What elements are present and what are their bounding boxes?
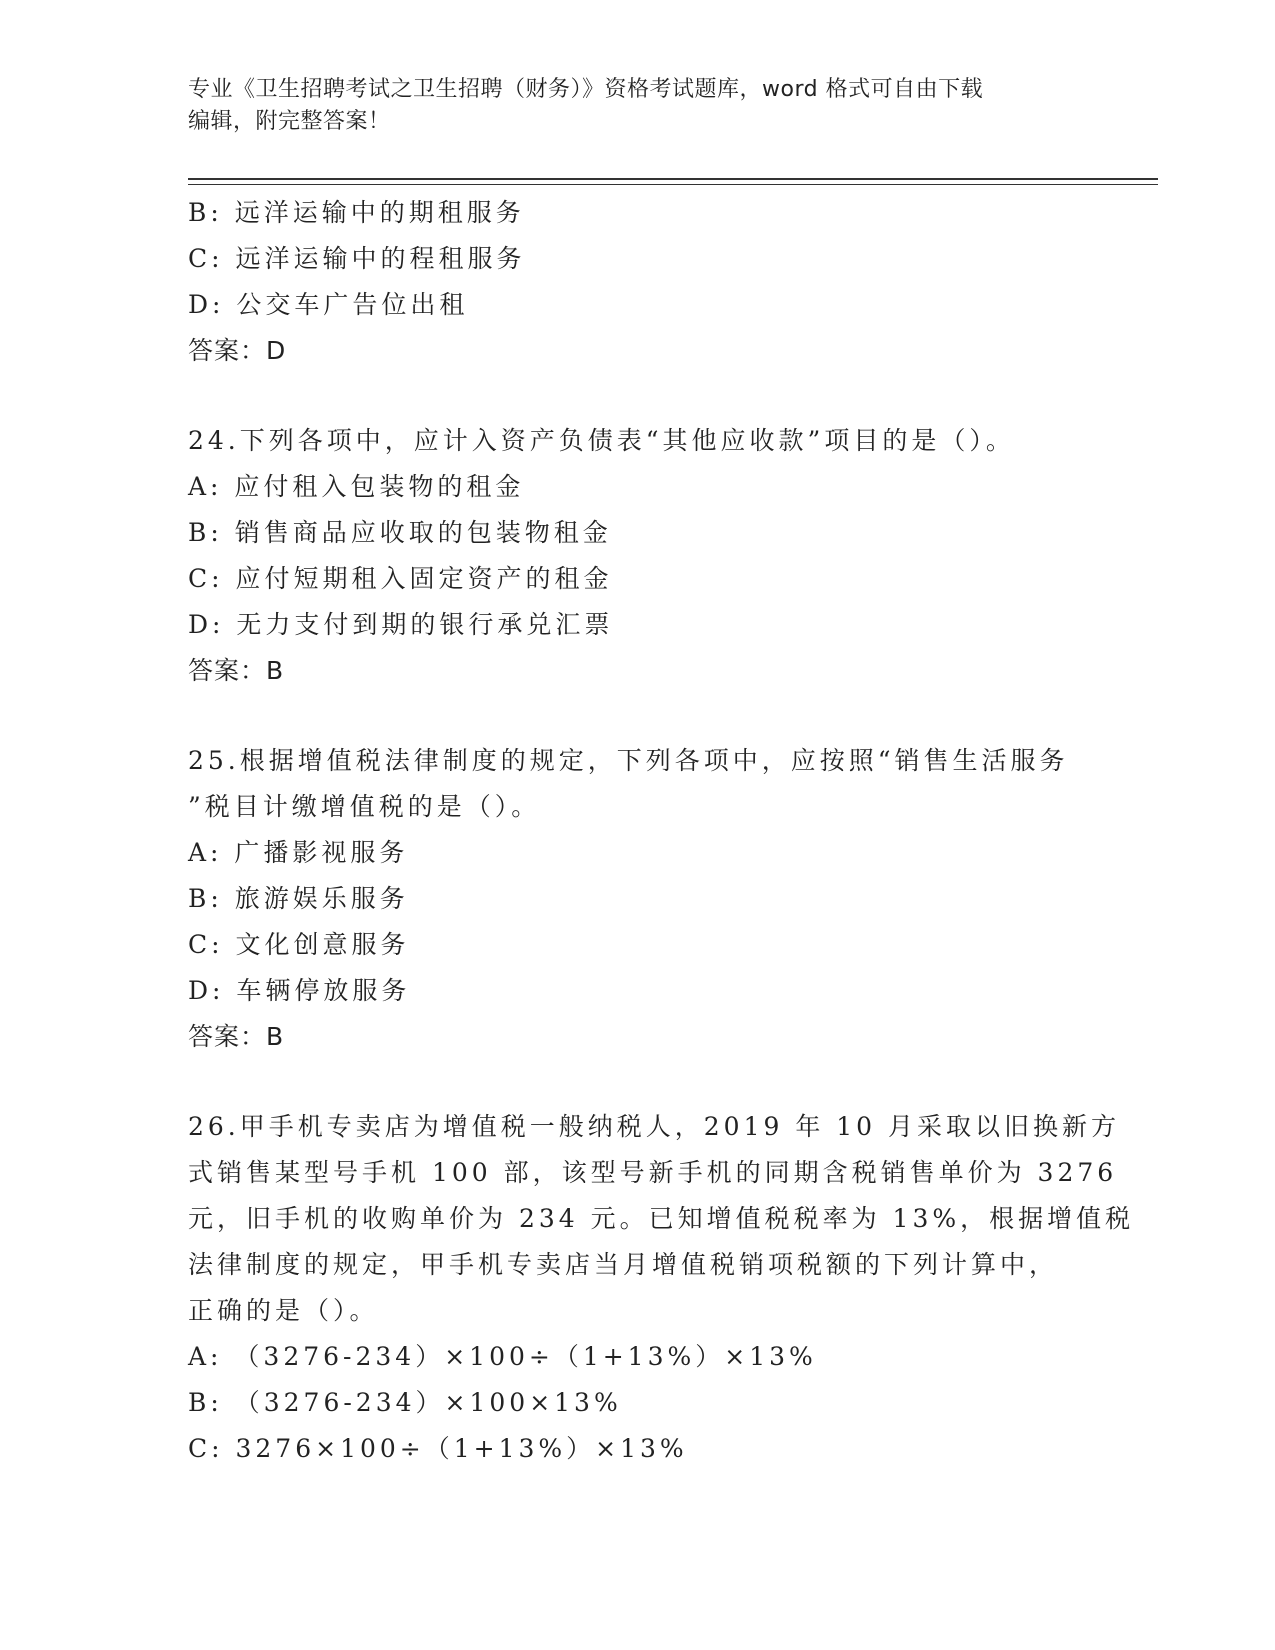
q23-option-d: D: 公交车广告位出租 [188,290,469,319]
q24-option-c: C: 应付短期租入固定资产的租金 [188,564,613,593]
q26-stem-line-5: 正确的是（）。 [188,1296,379,1325]
q26-stem-line-4: 法律制度的规定，甲手机专卖店当月增值税销项税额的下列计算中， [188,1250,1059,1279]
header-line-2: 编辑，附完整答案！ [188,109,391,134]
q25-answer: 答案：B [188,1022,285,1051]
q24-stem: 24.下列各项中，应计入资产负债表“其他应收款”项目的是（）。 [188,426,1015,455]
q23-option-b: B: 远洋运输中的期租服务 [188,198,525,227]
q25-stem-line-1: 25.根据增值税法律制度的规定，下列各项中，应按照“销售生活服务 [188,746,1069,775]
q25-option-d: D: 车辆停放服务 [188,976,411,1005]
header-divider-thin [188,184,1158,185]
q25-option-a: A: 广播影视服务 [188,838,409,867]
header-line-1: 专业《卫生招聘考试之卫生招聘（财务）》资格考试题库，word 格式可自由下载 [188,77,984,102]
q25-stem-line-2: ”税目计缴增值税的是（）。 [188,792,541,821]
question-24 [188,418,1088,694]
spacer [188,374,1088,418]
q23-answer: 答案：D [188,336,287,365]
q26-option-a: A: （3276-234）×100÷（1+13%）×13% [188,1342,817,1371]
spacer [188,694,1088,738]
q26-option-b: B: （3276-234）×100×13% [188,1388,622,1417]
header-divider-thick [188,178,1158,180]
q23-option-c: C: 远洋运输中的程租服务 [188,244,526,273]
question-list [188,190,1135,1472]
question-23-tail [188,190,1088,374]
q24-answer: 答案：B [188,656,285,685]
q24-option-a: A: 应付租入包装物的租金 [188,472,525,501]
q25-option-b: B: 旅游娱乐服务 [188,884,409,913]
q26-stem-line-2: 式销售某型号手机 100 部，该型号新手机的同期含税销售单价为 3276 [188,1158,1118,1187]
q24-option-d: D: 无力支付到期的银行承兑汇票 [188,610,614,639]
q26-stem-line-1: 26.甲手机专卖店为增值税一般纳税人，2019 年 10 月采取以旧换新方 [188,1112,1121,1141]
document-header [188,74,1068,138]
spacer [188,1060,1088,1104]
question-26 [188,1104,1135,1472]
q25-option-c: C: 文化创意服务 [188,930,410,959]
question-25 [188,738,1088,1060]
q24-option-b: B: 销售商品应收取的包装物租金 [188,518,612,547]
q26-stem-line-3: 元，旧手机的收购单价为 234 元。已知增值税税率为 13%，根据增值税 [188,1204,1135,1233]
q26-option-c: C: 3276×100÷（1+13%）×13% [188,1434,688,1463]
